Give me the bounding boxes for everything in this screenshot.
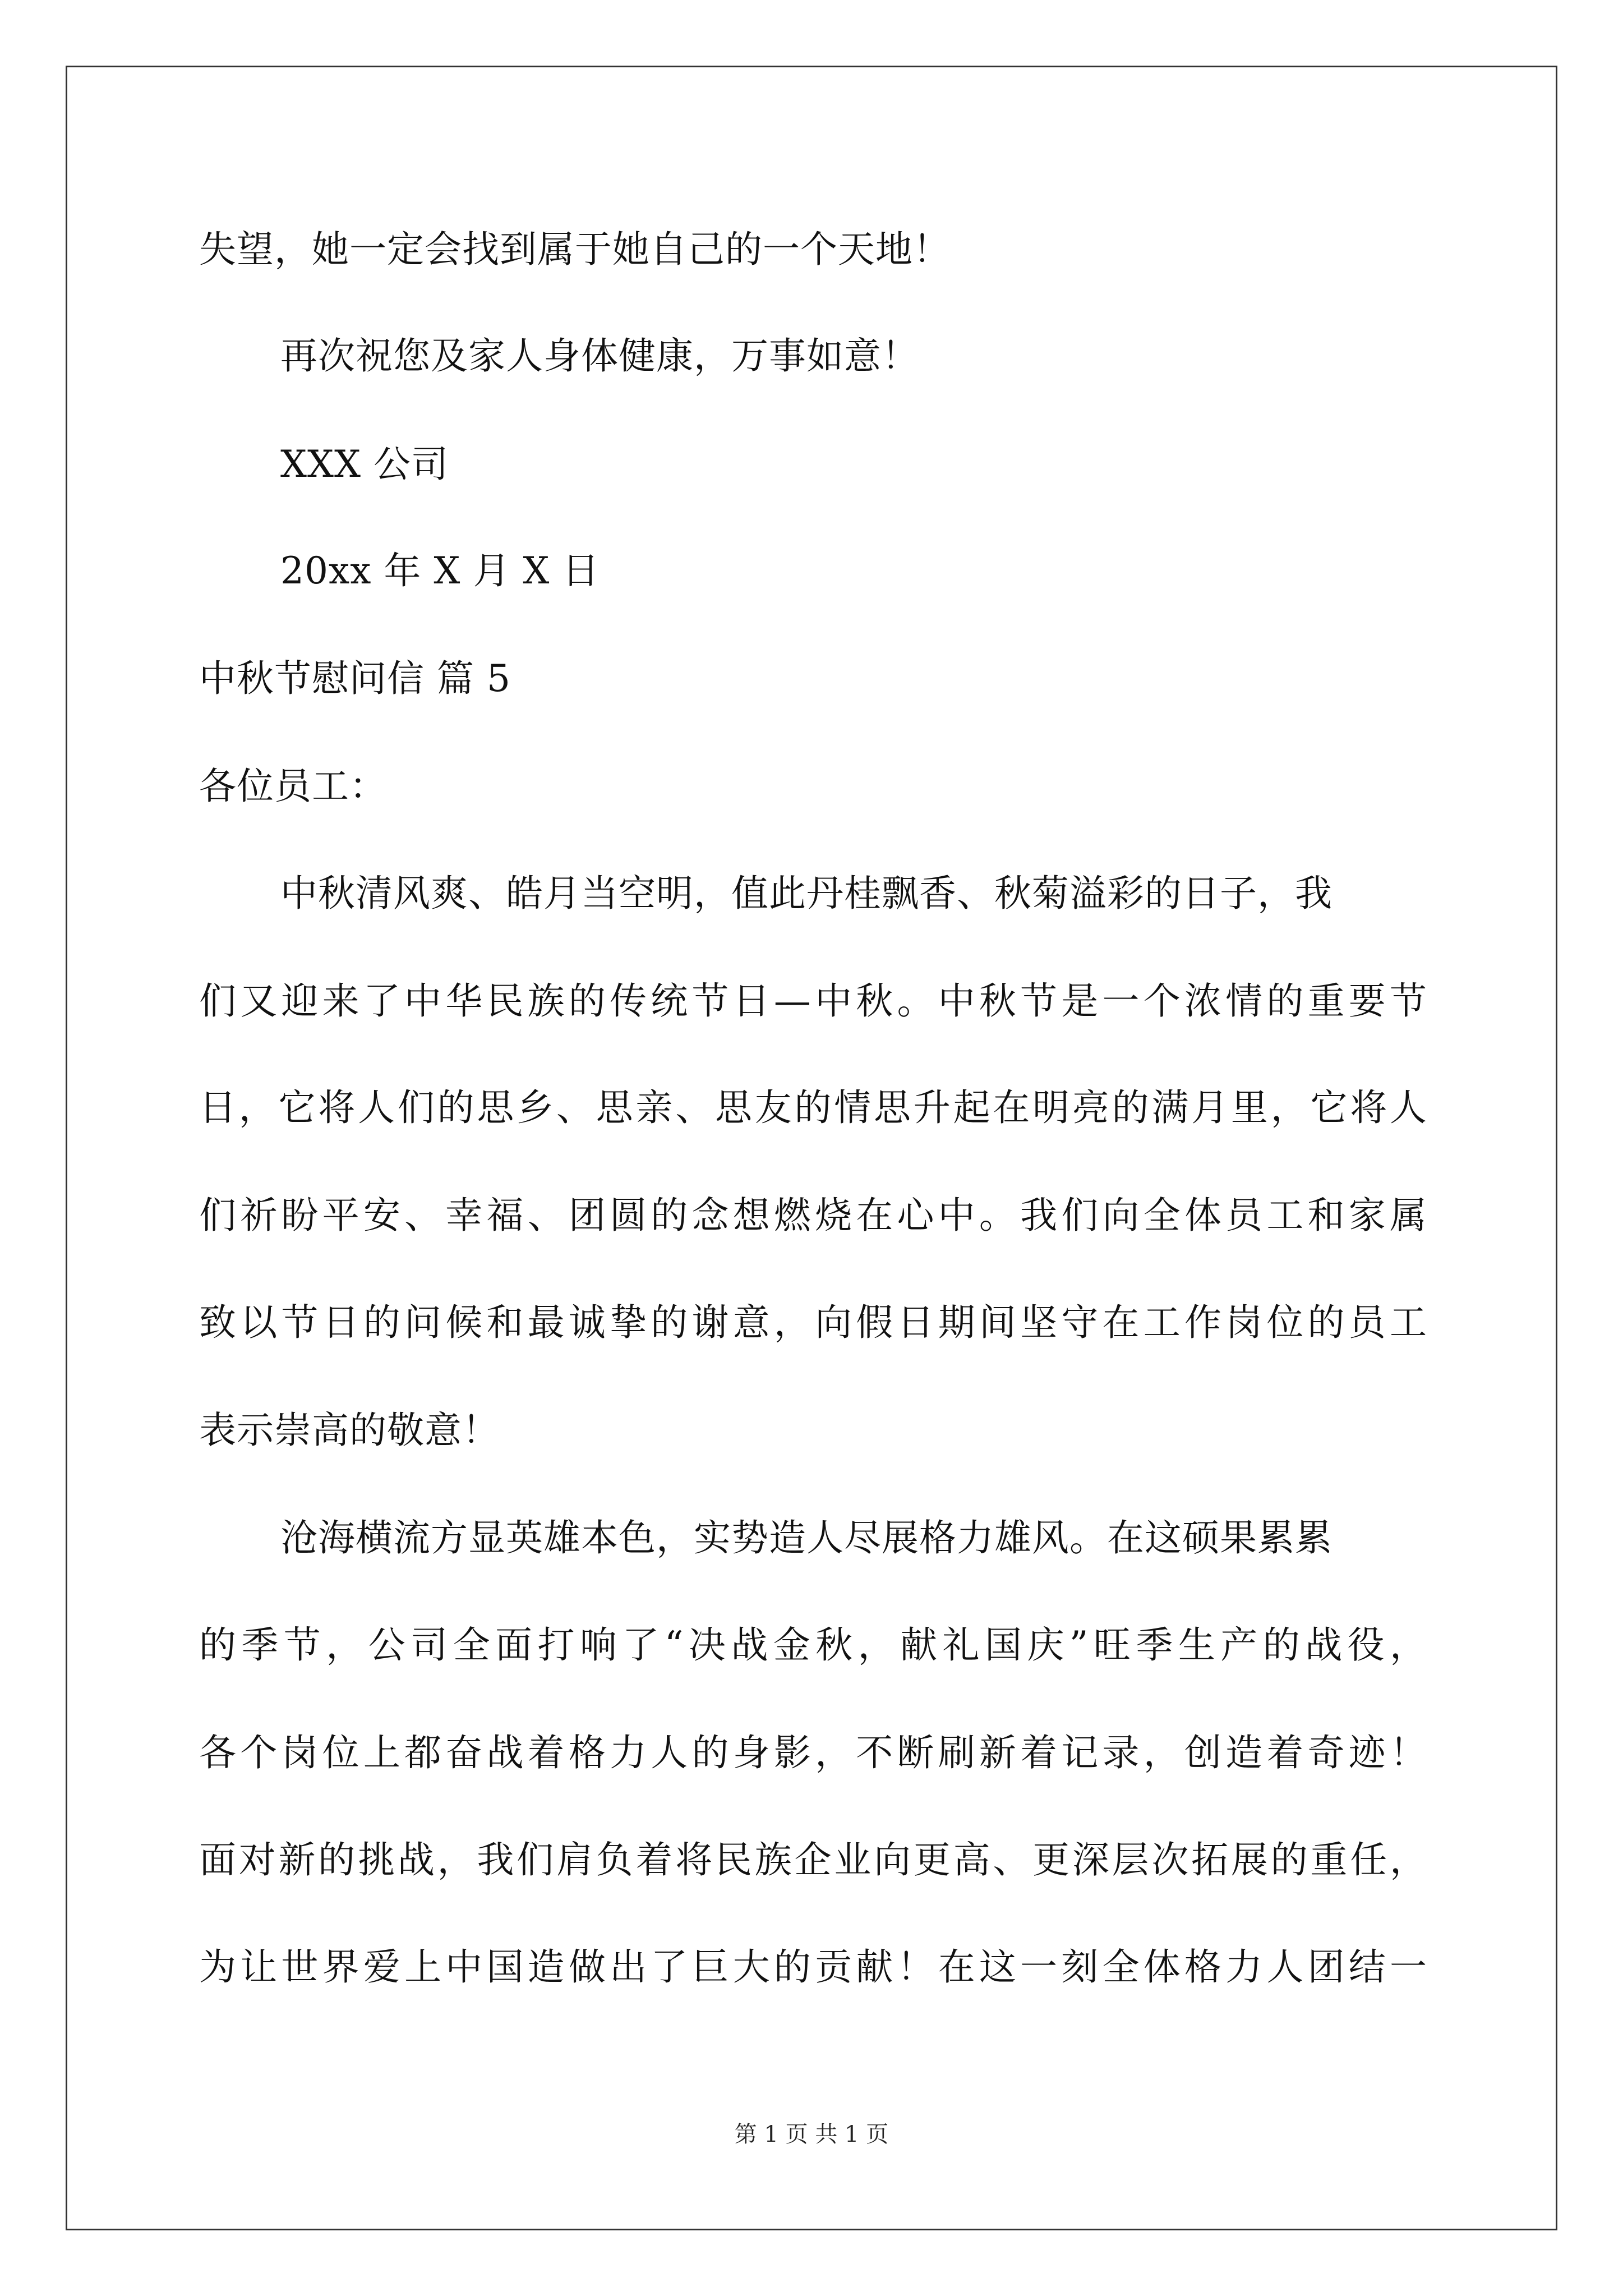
paragraph-line: 表示崇高的敬意！ [199, 1409, 500, 1452]
page-number-footer: 第 1 页 共 1 页 [734, 2122, 889, 2147]
paragraph-line: 的季节，公司全面打响了“决战金秋，献礼国庆”旺季生产的战役， [199, 1623, 1427, 1667]
paragraph-line: 沧海横流方显英雄本色，实势造人尽展格力雄风。在这硕果累累 [280, 1516, 1332, 1559]
page-border [66, 66, 1557, 2230]
paragraph-line: 中秋清风爽、皓月当空明，值此丹桂飘香、秋菊溢彩的日子，我 [280, 872, 1332, 915]
signature-company: XXX 公司 [280, 443, 449, 486]
salutation: 各位员工： [199, 765, 387, 808]
signature-date: 20xx 年 X 月 X 日 [280, 549, 600, 592]
paragraph-line: 们祈盼平安、幸福、团圆的念想燃烧在心中。我们向全体员工和家属 [199, 1194, 1427, 1237]
text-line: 失望，她一定会找到属于她自己的一个天地！ [199, 228, 951, 271]
closing-wish: 再次祝您及家人身体健康，万事如意！ [280, 334, 919, 378]
paragraph-line: 各个岗位上都奋战着格力人的身影，不断刷新着记录，创造着奇迹！ [199, 1731, 1427, 1774]
paragraph-line: 致以节日的问候和最诚挚的谢意，向假日期间坚守在工作岗位的员工 [199, 1301, 1427, 1344]
paragraph-line: 日，它将人们的思乡、思亲、思友的情思升起在明亮的满月里，它将人 [199, 1086, 1427, 1129]
paragraph-line: 面对新的挑战，我们肩负着将民族企业向更高、更深层次拓展的重任， [199, 1838, 1427, 1881]
paragraph-line: 们又迎来了中华民族的传统节日—中秋。中秋节是一个浓情的重要节 [199, 979, 1427, 1023]
paragraph-line: 为让世界爱上中国造做出了巨大的贡献！在这一刻全体格力人团结一 [199, 1945, 1427, 1989]
section-heading: 中秋节慰问信 篇 5 [199, 657, 511, 700]
